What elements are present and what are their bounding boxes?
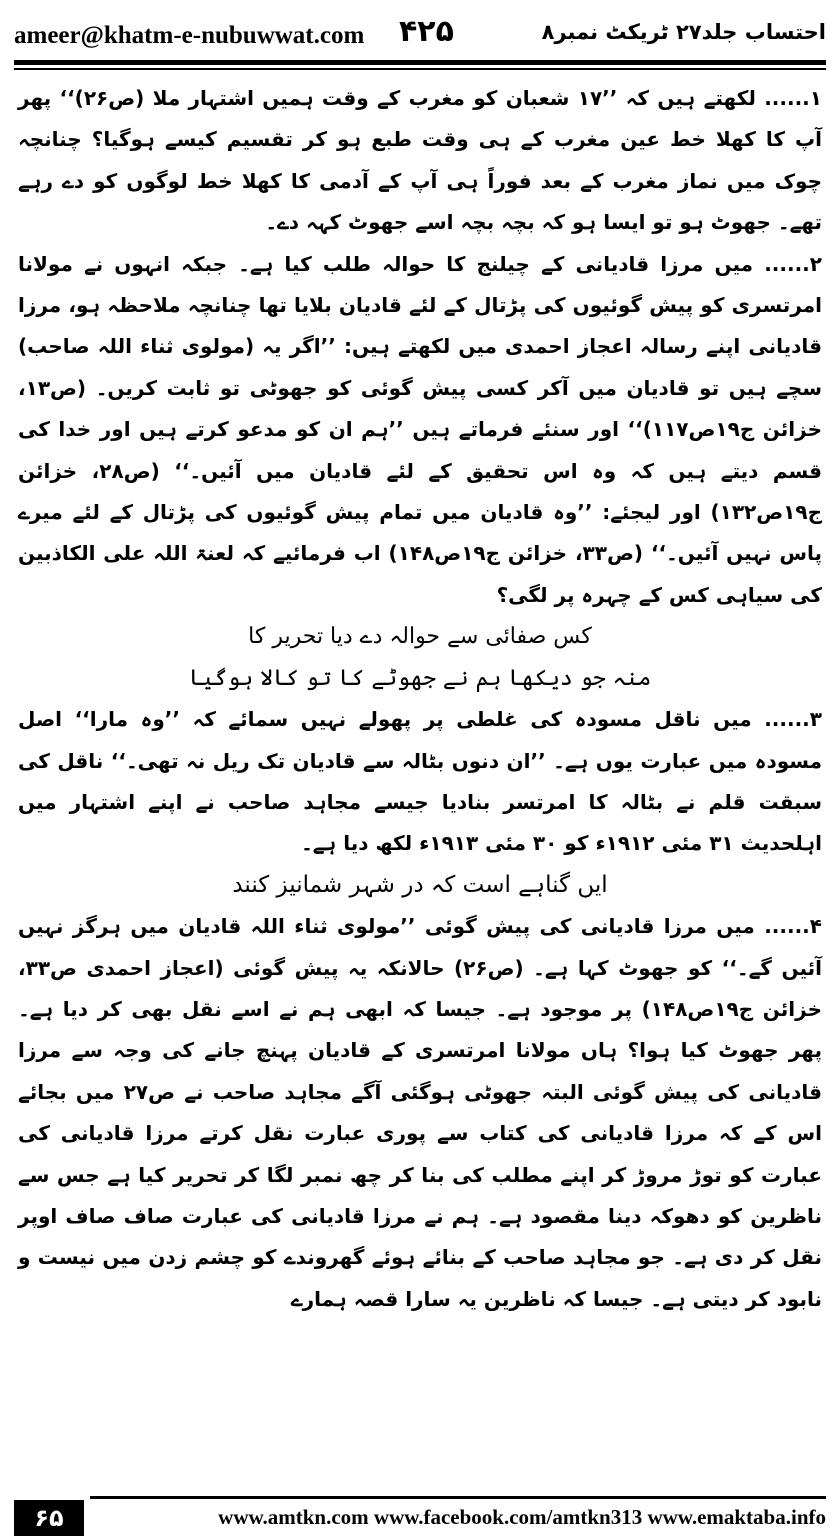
footer-page-number: ۶۵ [14,1500,84,1536]
persian-verse: ایں گناہے است کہ در شہر شمانیز کنند [232,871,608,898]
footer-rule [90,1496,826,1499]
couplet-line-2: منہ جو دیکھا ہم نے جھوٹے کا تو کالا ہوگیا [188,665,652,691]
paragraph-marker: ۳...... [764,707,822,732]
page-header [14,8,826,60]
paragraph-marker: ۴...... [764,914,822,939]
header-rule-thin [14,68,826,70]
paragraph-4 [18,906,822,1320]
paragraph-text: لکھتے ہیں کہ ’’۱۷ شعبان کو مغرب کے وقت ہمیں اشتہار ملا (ص۲۶)‘‘ پھر آپ کا کھلا خط عین مغرب کے ہی وقت طبع ہو کر تقسیم کیسے ہوگیا؟ چنانچہ چوک میں نماز مغرب کے بعد فوراً ہی آپ کے آدمی کا کھلا خط لوگوں کو دے رہے تھے۔ جھوٹ ہو تو ایسا ہو کہ بچہ بچہ اسے جھوٹ کہہ دے۔ [18,86,822,235]
footer-links: www.amtkn.com www.facebook.com/amtkn313 www.emaktaba.info [218,1505,826,1529]
paragraph-3 [18,699,822,865]
paragraph-text: میں مرزا قادیانی کے چیلنج کا حوالہ طلب کیا ہے۔ جبکہ انہوں نے مولانا امرتسری کو پیش گوئیوں کی پڑتال کے لئے قادیان بلایا تھا چنانچہ ملاحظہ ہو، مرزا قادیانی اپنے رسالہ اعجاز احمدی میں لکھتے ہیں: ’’اگر یہ (مولوی ثناء اللہ صاحب) سچے ہیں تو قادیان میں آکر کسی پیش گوئی کو جھوٹی تو ثابت کریں۔ (ص۱۳، خزائن ج۱۹ص۱۱۷)‘‘ اور سنئے فرماتے ہیں ’’ہم ان کو مدعو کرتے ہیں اور خدا کی قسم دیتے ہیں کہ وہ اس تحقیق کے لئے قادیان میں آئیں۔‘‘ (ص۲۸، خزائن ج۱۹ص۱۳۲) اور لیجئے: ’’وہ قادیان میں تمام پیش گوئیوں کی پڑتال کے لئے میرے پاس نہیں آئیں۔‘‘ (ص۳۳، خزائن ج۱۹ص۱۴۸) اب فرمائیے کہ لعنۃ اللہ علی الکاذبین کی سیاہی کس کے چہرہ پر لگی؟ [18,251,823,607]
paragraph-marker: ۱...... [764,86,822,110]
main-text [18,78,822,1320]
header-title: احتساب جلد۲۷ ٹریکٹ نمبر۸ [541,20,826,44]
paragraph-marker: ۲...... [764,251,822,276]
paragraph-2 [18,244,822,617]
paragraph-text: میں مرزا قادیانی کی پیش گوئی ’’مولوی ثناء اللہ قادیان میں ہرگز نہیں آئیں گے۔‘‘ کو جھوٹ کہا ہے۔ (ص۲۶) حالانکہ یہ پیش گوئی (اعجاز احمدی ص۳۳، خزائن ج۱۹ص۱۴۸) پر موجود ہے۔ جیسا کہ ابھی ہم نے اسے نقل بھی کر دیا ہے۔ پھر جھوٹ کیا ہوا؟ ہاں مولانا امرتسری کے قادیان پہنچ جانے کی وجہ سے مرزا قادیانی کی پیش گوئی البتہ جھوٹی ہوگئی آگے مجاہد صاحب نے ص۲۷ میں بجائے اس کے کہ مرزا قادیانی کی کتاب سے پوری عبارت نقل کرتے مرزا قادیانی کی عبارت کو توڑ مروڑ کر اپنے مطلب کی بنا کر چھ نمبر لگا کر تحریر کیا ہے جس سے ناظرین کو دھوکہ دینا مقصود ہے۔ ہم نے مرزا قادیانی کی عبارت صاف صاف اوپر نقل کر دی ہے۔ جو مجاہد صاحب کے بنائے ہوئے گھروندے کو چشم زدن میں نیست و نابود کر دیتی ہے۔ جیسا کہ ناظرین یہ سارا قصہ ہمارے [18,914,822,1311]
header-email: ameer@khatm-e-nubuwwat.com [14,22,365,49]
header-rule-thick [14,60,826,65]
paragraph-1 [18,78,822,244]
paragraph-text: میں ناقل مسودہ کی غلطی پر پھولے نہیں سمائے کہ ’’وہ مارا‘‘ اصل مسودہ میں عبارت یوں ہے۔ ’’ان دنوں بٹالہ سے قادیان تک ریل نہ تھی۔‘‘ ناقل کی سبقت قلم نے بٹالہ کا امرتسر بنادیا جیسے مجاہد صاحب نے اپنے اشتہار میں اہلحدیث ۳۱ مئی ۱۹۱۲ء کو ۳۰ مئی ۱۹۱۳ء لکھ دیا ہے۔ [18,707,822,856]
header-page-number: ۴۲۵ [399,14,454,49]
couplet-line-1: کس صفائی سے حوالہ دے دیا تحریر کا [248,624,592,650]
